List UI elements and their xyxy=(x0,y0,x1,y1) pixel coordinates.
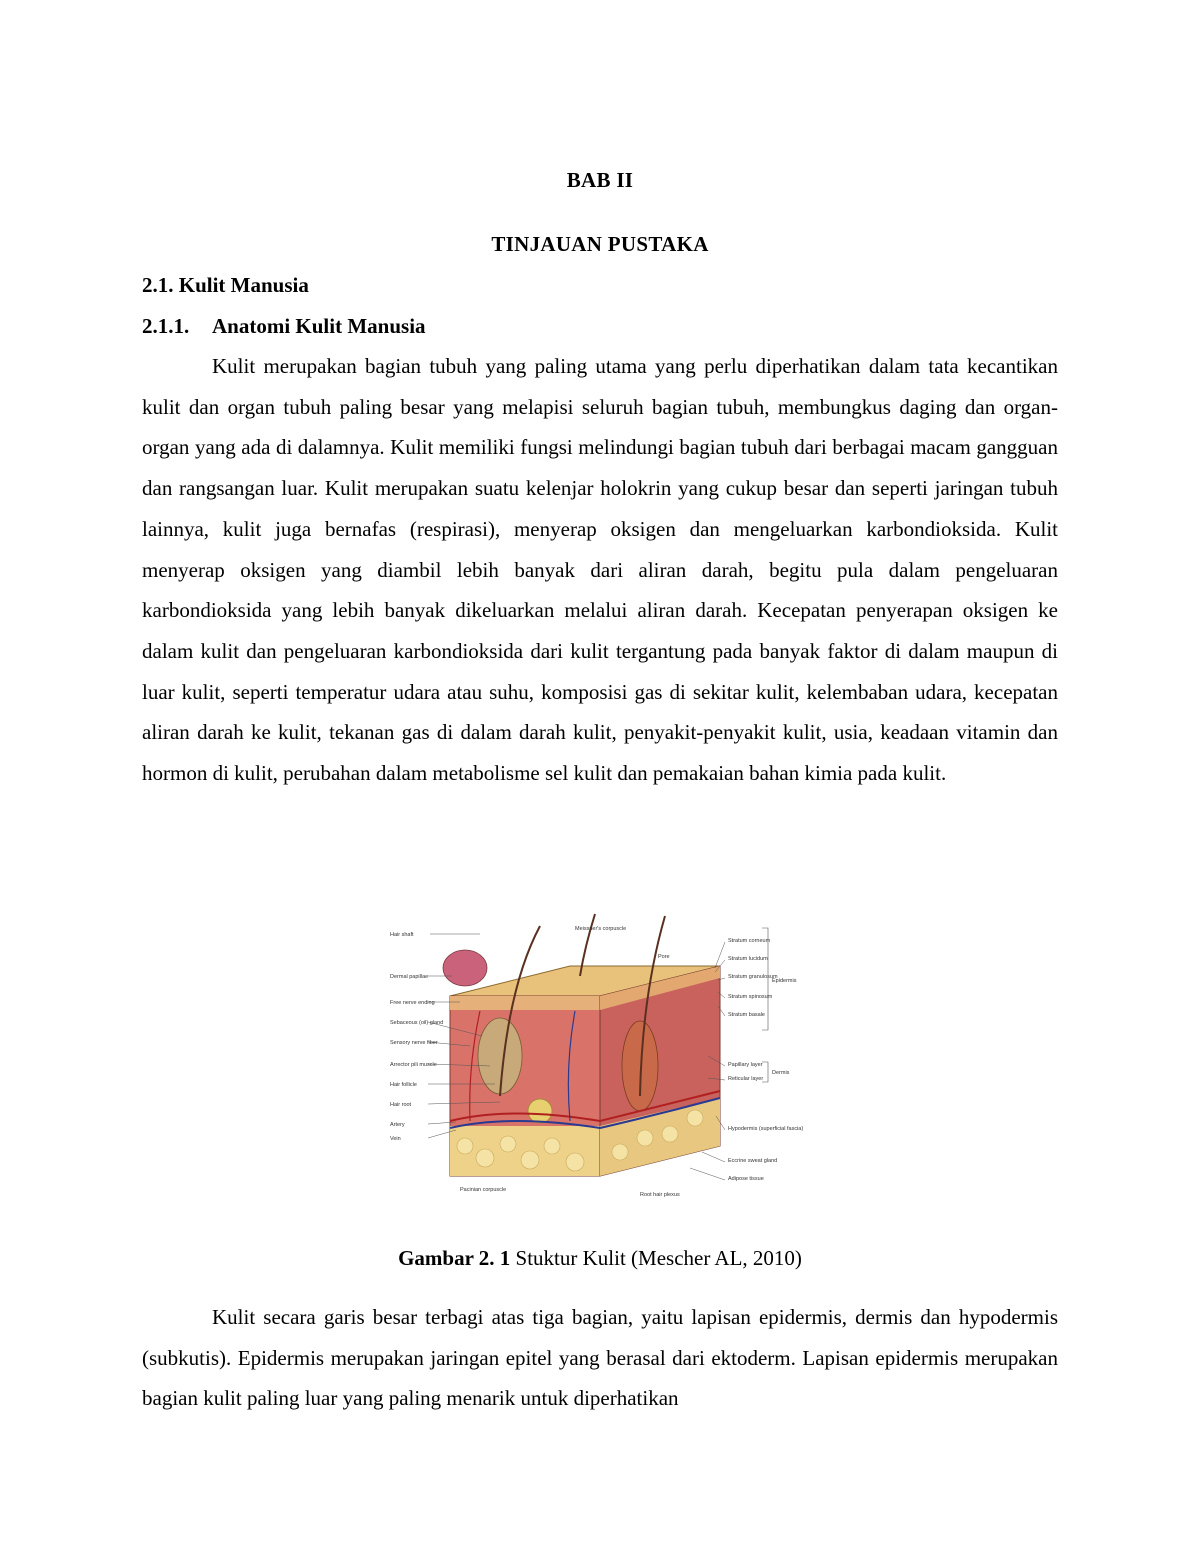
label-free-nerve-ending: Free nerve ending xyxy=(390,1000,435,1006)
caption-label: Gambar 2. 1 xyxy=(398,1246,511,1270)
label-pacinian: Pacinian corpuscle xyxy=(460,1187,507,1193)
label-pore: Pore xyxy=(658,954,670,960)
label-dermis: Dermis xyxy=(772,1070,790,1076)
label-stratum-granulosum: Stratum granulosum xyxy=(728,974,778,980)
label-reticular-layer: Reticular layer xyxy=(728,1076,764,1082)
label-papillary-layer: Papillary layer xyxy=(728,1062,763,1068)
label-meissner: Meissner's corpuscle xyxy=(575,926,627,932)
label-adipose-tissue: Adipose tissue xyxy=(728,1176,764,1182)
caption-text: Stuktur Kulit (Mescher AL, 2010) xyxy=(510,1246,802,1270)
label-dermal-papillae: Dermal papillae xyxy=(390,974,429,980)
section-heading: 2.1. Kulit Manusia xyxy=(142,273,309,297)
body-paragraph-1: Kulit merupakan bagian tubuh yang paling utama yang perlu diperhatikan dalam tata kecantikan kulit dan organ tubuh paling besar yang melapisi seluruh bagian tubuh, membungkus daging dan organ-organ yang ada di dalamnya. Kulit memiliki fungsi melindungi bagian tubuh dari berbagai macam gangguan dan rangsangan luar. Kulit merupakan suatu kelenjar holokrin yang cukup besar dan seperti jaringan tubuh lainnya, kulit juga bernafas (respirasi), menyerap oksigen dan mengeluarkan karbondioksida. Kulit menyerap oksigen yang diambil lebih banyak dari aliran darah, begitu pula dalam pengeluaran karbondioksida yang lebih banyak dikeluarkan melalui aliran darah. Kecepatan penyerapan oksigen ke dalam kulit dan pengeluaran karbondioksida dari kulit tergantung pada banyak faktor di dalam maupun di luar kulit, seperti temperatur udara atau suhu, komposisi gas di sekitar kulit, kelembaban udara, kecepatan aliran darah ke kulit, tekanan gas di dalam darah kulit, penyakit-penyakit kulit, usia, keadaan vitamin dan hormon di kulit, perubahan dalam metabolisme sel kulit dan pemakaian bahan kimia pada kulit. xyxy=(142,354,1058,786)
chapter-heading: BAB II xyxy=(566,168,634,192)
label-root-hair-plexus: Root hair plexus xyxy=(640,1192,680,1198)
label-stratum-corneum: Stratum corneum xyxy=(728,938,771,944)
label-arrector-pili: Arrector pili muscle xyxy=(390,1062,437,1068)
label-hypodermis: Hypodermis (superficial fascia) xyxy=(728,1126,804,1132)
label-epidermis: Epidermis xyxy=(772,978,797,984)
subsection-number: 2.1.1. xyxy=(142,314,190,338)
label-sebaceous-gland: Sebaceous (oil) gland xyxy=(390,1020,444,1026)
label-stratum-spinosum: Stratum spinosum xyxy=(728,994,773,1000)
label-sensory-nerve-fiber: Sensory nerve fiber xyxy=(390,1040,438,1046)
skin-diagram xyxy=(390,906,810,1206)
label-stratum-basale: Stratum basale xyxy=(728,1012,765,1018)
chapter-title: TINJAUAN PUSTAKA xyxy=(491,232,709,256)
label-eccrine-sweat-gland: Eccrine sweat gland xyxy=(728,1158,778,1164)
label-hair-root: Hair root xyxy=(390,1102,412,1108)
subsection-heading xyxy=(142,314,426,339)
label-vein: Vein xyxy=(390,1136,401,1142)
label-stratum-lucidum: Stratum lucidum xyxy=(728,956,768,962)
body-paragraph-2: Kulit secara garis besar terbagi atas tiga bagian, yaitu lapisan epidermis, dermis dan hypodermis (subkutis). Epidermis merupakan jaringan epitel yang berasal dari ektoderm. Lapisan epidermis merupakan bagian kulit paling luar yang paling menarik untuk diperhatikan xyxy=(142,1305,1058,1411)
label-hair-shaft: Hair shaft xyxy=(390,932,414,938)
label-artery: Artery xyxy=(390,1122,405,1128)
label-hair-follicle: Hair follicle xyxy=(390,1082,417,1088)
figure-caption xyxy=(0,1246,1200,1271)
subsection-title: Anatomi Kulit Manusia xyxy=(212,314,426,338)
skin-structure-figure xyxy=(390,906,810,1206)
